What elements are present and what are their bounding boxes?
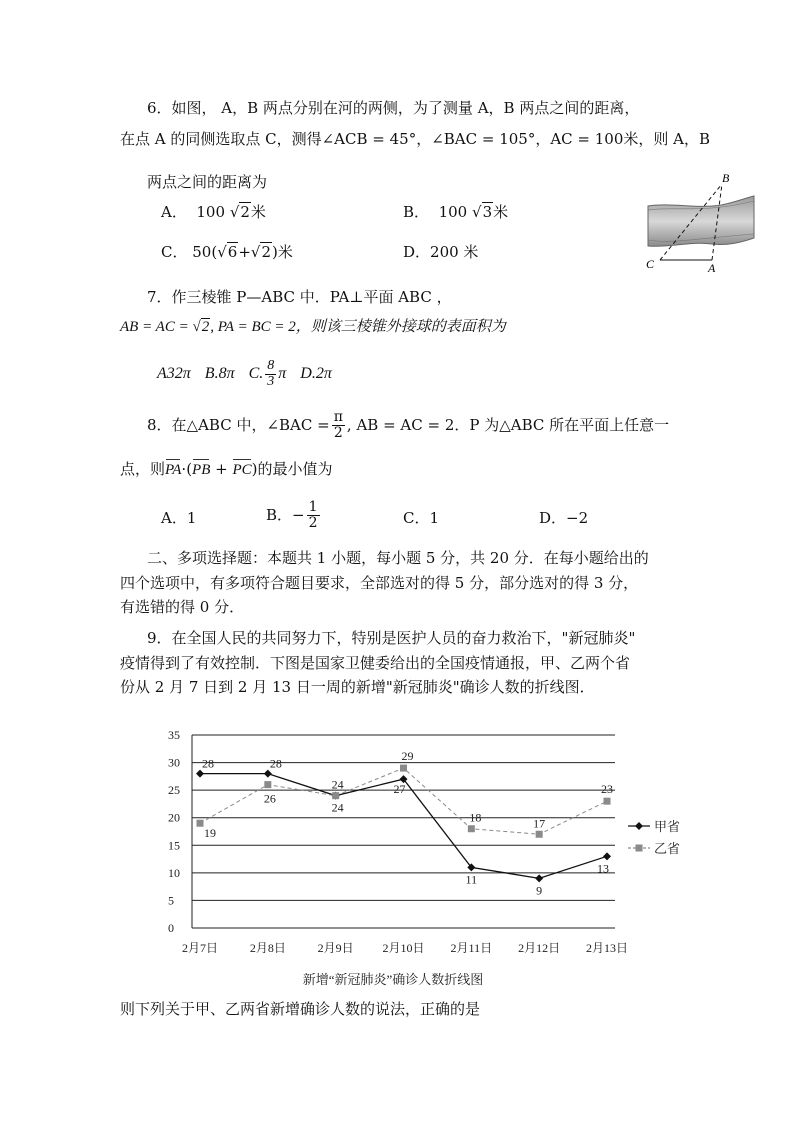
data-point-square — [536, 831, 543, 838]
data-point-square — [400, 765, 407, 772]
y-tick-label: 5 — [168, 893, 174, 908]
legend-marker — [636, 845, 643, 852]
q6-option-a: A． 100 √2米 — [161, 203, 266, 221]
legend-label: 甲省 — [654, 819, 681, 834]
data-label: 19 — [204, 826, 216, 841]
q8-option-d: D．−2 — [539, 509, 589, 527]
x-tick-label: 2月10日 — [382, 941, 425, 955]
q6-option-d: D．200 米 — [403, 243, 479, 261]
data-point-diamond — [603, 852, 611, 860]
q6-line3: 两点之间的距离为 — [147, 173, 268, 191]
data-label: 17 — [533, 816, 546, 831]
data-point-square — [332, 792, 339, 799]
data-label: 9 — [536, 883, 543, 898]
q8-option-c: C．1 — [403, 509, 440, 527]
q9-line2: 疫情得到了有效控制．下图是国家卫健委给出的全国疫情通报，甲、乙两个省 — [120, 654, 631, 672]
vector-pc: PC — [232, 462, 252, 478]
data-label: 24 — [331, 800, 344, 815]
x-tick-label: 2月8日 — [249, 941, 286, 955]
data-label: 24 — [331, 777, 344, 792]
label-b: B — [722, 171, 730, 185]
vector-pb: PB — [192, 462, 211, 478]
q7-option-c: C. $\frac{8}{3}$ π — [248, 358, 287, 389]
q6-line1: 6．如图， A，B 两点分别在河的两侧，为了测量 A，B 两点之间的距离， — [147, 99, 640, 117]
q7-options — [157, 359, 332, 389]
data-label: 18 — [469, 810, 482, 825]
chart-title: 新增“新冠肺炎”确诊人数折线图 — [302, 972, 484, 987]
y-tick-label: 35 — [168, 728, 180, 742]
data-label: 23 — [601, 782, 613, 797]
q6-line2: 在点 A 的同侧选取点 C，测得∠ACB = 45°，∠BAC = 105°，AC = 100米，则 A，B — [120, 130, 711, 148]
q9-after-chart: 则下列关于甲、乙两省新增确诊人数的说法，正确的是 — [120, 1000, 481, 1018]
data-label: 28 — [269, 756, 282, 771]
data-label: 26 — [263, 791, 276, 806]
legend-label: 乙省 — [654, 841, 681, 856]
data-point-square — [264, 781, 271, 788]
x-tick-label: 2月9日 — [317, 941, 354, 955]
data-label: 13 — [597, 861, 609, 876]
vector-pa: PA — [165, 462, 182, 478]
data-point-square — [197, 820, 204, 827]
data-point-square — [604, 798, 611, 805]
q7-option-d: D.2π — [300, 365, 332, 383]
y-tick-label: 0 — [168, 921, 174, 935]
data-label: 11 — [465, 872, 478, 887]
data-label: 29 — [401, 749, 414, 764]
q9-line1: 9．在全国人民的共同努力下，特别是医护人员的奋力救治下，"新冠肺炎" — [147, 629, 636, 647]
section2-line3: 有选错的得 0 分． — [120, 598, 245, 616]
line-chart — [150, 720, 690, 990]
x-tick-label: 2月7日 — [181, 941, 219, 955]
label-a: A — [708, 261, 716, 275]
data-point-diamond — [196, 770, 204, 778]
q8-option-a: A．1 — [161, 509, 197, 527]
y-tick-label: 15 — [168, 838, 180, 853]
q6-option-b: B． 100 √3米 — [403, 203, 509, 221]
q9-line3: 份从 2 月 7 日到 2 月 13 日一周的新增"新冠肺炎"确诊人数的折线图． — [120, 678, 595, 696]
q7-line2: AB = AC = √2, PA = BC = 2，则该三棱锥外接球的表面积为 — [120, 319, 506, 335]
q6-option-c: C． 50(√6+√2)米 — [161, 243, 293, 261]
x-tick-label: 2月13日 — [585, 941, 629, 955]
label-c: C — [646, 257, 655, 271]
q7-option-a: A32π — [157, 365, 191, 383]
y-tick-label: 20 — [168, 810, 180, 825]
q8-line2: 点，则PA·(PB + PC)的最小值为 — [120, 460, 333, 478]
legend-marker — [635, 822, 643, 830]
q8-line1: 8．在△ABC 中，∠BAC = $\frac{\pi}{2}$ , AB = AC = 2．P 为△ABC 所在平面上任意一 — [147, 409, 670, 441]
q7-option-b: B.8π — [204, 365, 235, 383]
data-label: 27 — [393, 782, 406, 797]
y-tick-label: 25 — [168, 783, 180, 798]
data-point-diamond — [535, 874, 543, 882]
data-label: 28 — [202, 756, 214, 771]
q8-option-b: B．− $\frac{1}{2}$ — [266, 499, 318, 531]
q7-line1: 7．作三棱锥 P—ABC 中．PA⊥平面 ABC ， — [147, 288, 452, 306]
section2-line2: 四个选项中，有多项符合题目要求，全部选对的得 5 分，部分选对的得 3 分， — [120, 574, 639, 592]
data-point-square — [468, 825, 475, 832]
river-figure — [642, 168, 756, 288]
y-tick-label: 10 — [168, 865, 180, 880]
data-point-diamond — [264, 770, 272, 778]
y-tick-label: 30 — [168, 755, 180, 770]
section2-line1: 二、多项选择题：本题共 1 小题，每小题 5 分，共 20 分．在每小题给出的 — [147, 549, 649, 567]
x-tick-label: 2月12日 — [518, 941, 561, 955]
x-tick-label: 2月11日 — [450, 941, 493, 955]
